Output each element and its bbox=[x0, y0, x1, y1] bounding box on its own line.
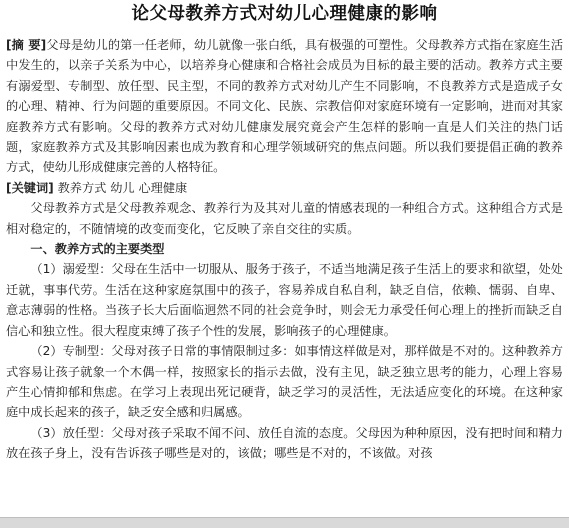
keywords-label: [关键词] bbox=[6, 180, 54, 195]
document-title: 论父母教养方式对幼儿心理健康的影响 bbox=[131, 4, 438, 24]
section-heading: 一、教养方式的主要类型 bbox=[30, 242, 165, 257]
body-paragraph-3: （3）放任型：父母对孩子采取不闻不问、放任自流的态度。父母因为种种原因，没有把时间和精力放在孩子身上，没有告诉孩子哪些是对的，该做；哪些是不对的，不该做。对孩 bbox=[6, 425, 563, 461]
abstract-label: [摘 要] bbox=[6, 38, 47, 52]
body-paragraph-2: （2）专制型：父母对孩子日常的事情限制过多：如事情这样做是对，那样做是不对的。这种教养方式容易让孩子就象一个木偶一样，按照家长的指示去做，没有主见，缺乏独立思考的能力，心理上容易产生心情抑郁和焦虑。在学习上表现出死记硬背，缺乏学习的灵活性，无法适应变化的环境。在这种家庭中成长起来的孩子，缺乏安全感和归属感。 bbox=[6, 344, 563, 420]
window-bottom-edge bbox=[0, 517, 569, 528]
abstract-paragraph bbox=[6, 35, 563, 178]
keywords-paragraph bbox=[6, 178, 563, 198]
body-paragraph-1: （1）溺爱型：父母在生活中一切服从、服务于孩子，不适当地满足孩子生活上的要求和欲望，处处迁就，事事代劳。生活在这种家庭氛围中的孩子，容易养成自私自利，缺乏自信，依赖、懦弱、自卑、意志薄弱的性格。当孩子长大后面临迥然不同的社会竞争时，则会无力承受任何心理上的挫折而缺乏自信心和独立性。很大程度束缚了孩子个性的发展，影响孩子的心理健康。 bbox=[6, 262, 563, 338]
keywords-text: 教养方式 幼儿 心理健康 bbox=[57, 180, 188, 195]
intro-paragraph: 父母教养方式是父母教养观念、教养行为及其对儿童的情感表现的一种组合方式。这种组合方式是相对稳定的，不随情境的改变而变化，它反映了亲自交往的实质。 bbox=[6, 201, 563, 236]
abstract-text: 父母是幼儿的第一任老师，幼儿就像一张白纸，具有极强的可塑性。父母教养方式指在家庭生活中发生的，以亲子关系为中心，以培养身心健康和合格社会成员为目标的最主要的活动。教养方式主要有溺爱型、专制型、放任型、民主型，不同的教养方式对幼儿产生不同影响，不良教养方式是造成子女的心理、精神、行为问题的重要原因。不同文化、民族、宗教信仰对家庭环境有一定影响，进而对其家庭教养方式有影响。父母的教养方式对幼儿健康发展究竟会产生怎样的影响一直是人们关注的热门话题，家庭教养方式及其影响因素也成为教育和心理学领域研究的焦点问题。所以我们要提倡正确的教养方式，使幼儿形成健康完善的人格特征。 bbox=[6, 38, 564, 175]
document-body bbox=[6, 35, 563, 464]
